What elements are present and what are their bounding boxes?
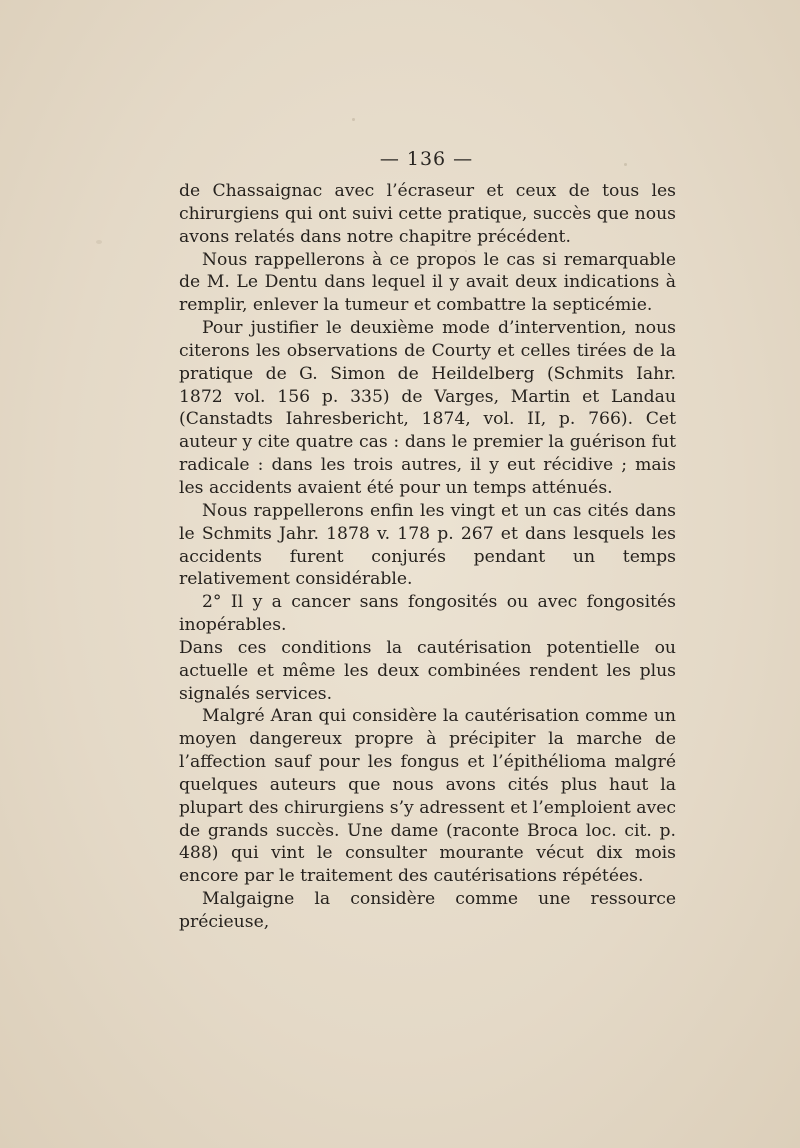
paragraph: de Chassaignac avec l’écraseur et ceux de tous les chirurgiens qui ont suivi cette pratique, succès que nous avons relatés dans notre chapitre précédent. xyxy=(179,181,676,247)
paragraph: 2° Il y a cancer sans fongosités ou avec fongosités inopérables. xyxy=(179,592,676,636)
paper-speck xyxy=(352,118,355,121)
paragraph: Malgaigne la considère comme une ressource précieuse, xyxy=(179,889,676,932)
body-text xyxy=(179,180,676,934)
paragraph: Nous rappellerons à ce propos le cas si remarquable de M. Le Dentu dans lequel il y avait deux indications à remplir, enlever la tumeur et combattre la septicémie. xyxy=(179,249,676,316)
paragraph: Dans ces conditions la cautérisation potentielle ou actuelle et même les deux combinées rendent les plus signalés services. xyxy=(179,637,676,704)
page-number: — 136 — xyxy=(379,148,474,170)
paragraph: Pour justifier le deuxième mode d’intervention, nous citerons les observations de Courty et celles tirées de la pratique de G. Simon de Heildelberg (Schmits Iahr. 1872 vol. 156 p. 335) de Varges, Martin et Landau (Canstadts Iahresbericht, 1874, vol. II, p. 766). Cet auteur y cite quatre cas : dans le premier la guérison fut radicale : dans les trois autres, il y eut récidive ; mais les accidents avaient été pour un temps atténués. xyxy=(179,318,676,498)
paper-speck xyxy=(96,240,102,244)
paragraph: Nous rappellerons enfin les vingt et un cas cités dans le Schmits Jahr. 1878 v. 178 p. 267 et dans lesquels les accidents furent conjurés pendant un temps relativement considérable. xyxy=(179,500,676,590)
paragraph: Malgré Aran qui considère la cautérisation comme un moyen dangereux propre à précipiter la marche de l’affection sauf pour les fongus et l’épithélioma malgré quelques auteurs que nous avons cités plus haut la plupart des chirurgiens s’y adressent et l’emploient avec de grands succès. Une dame (raconte Broca loc. cit. p. 488) qui vint le consulter mourante vécut dix mois encore par le traitement des cautérisations répétées. xyxy=(179,706,676,887)
